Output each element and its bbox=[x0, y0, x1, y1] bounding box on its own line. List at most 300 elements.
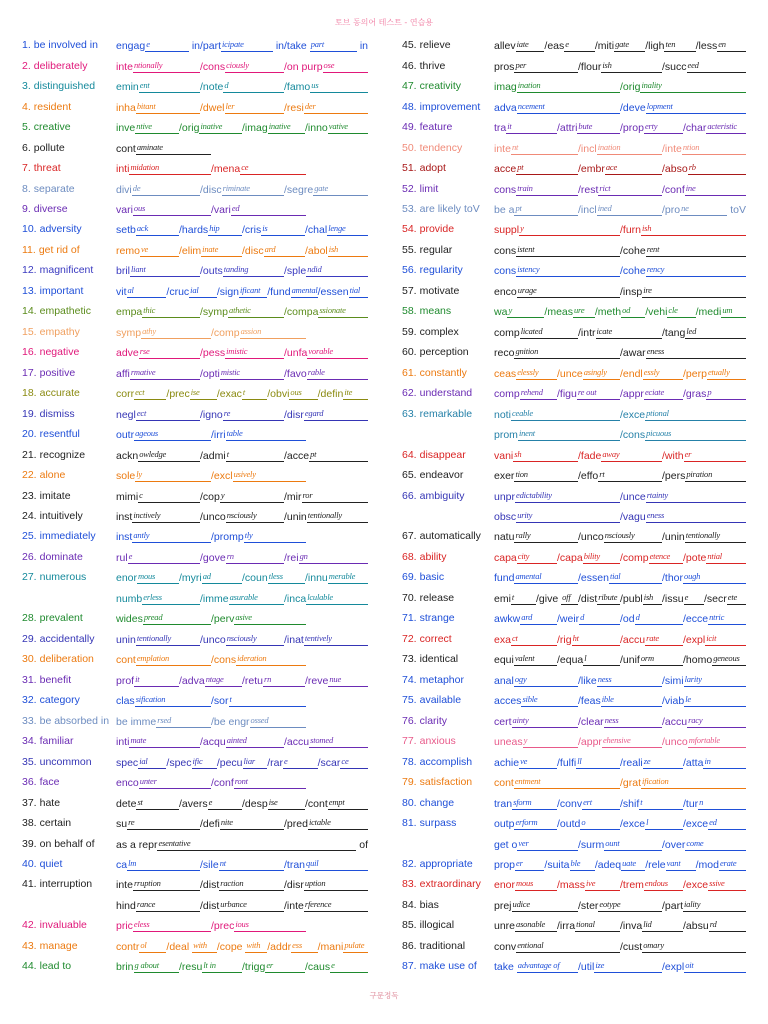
headword: clarity bbox=[419, 714, 448, 727]
vocab-row bbox=[402, 567, 746, 587]
headword-cell bbox=[402, 161, 494, 175]
printed-prefix: /pote bbox=[683, 551, 707, 564]
synonym-blank bbox=[284, 346, 368, 359]
headword-cell bbox=[402, 570, 494, 584]
handwritten-answer: mfortable bbox=[688, 735, 746, 748]
headword-cell bbox=[22, 857, 116, 871]
item-number: 4. bbox=[22, 100, 31, 113]
handwritten-answer: ze bbox=[643, 756, 683, 769]
printed-prefix: equi bbox=[494, 654, 514, 667]
synonym-blanks bbox=[116, 898, 368, 912]
printed-prefix: /gove bbox=[200, 551, 226, 564]
vocab-row bbox=[22, 547, 368, 567]
handwritten-answer: le bbox=[684, 694, 746, 707]
synonym-blanks bbox=[494, 550, 746, 564]
vocab-row bbox=[22, 690, 368, 710]
headword: accurate bbox=[39, 387, 80, 400]
printed-prefix: /suita bbox=[544, 858, 570, 871]
handwritten-answer: erate bbox=[719, 858, 746, 871]
item-number: 28. bbox=[22, 612, 37, 625]
vocab-row bbox=[402, 158, 746, 178]
printed-prefix: enco bbox=[116, 777, 139, 790]
vocab-row bbox=[22, 240, 368, 260]
vocab-row-continuation bbox=[22, 588, 368, 608]
synonym-blank bbox=[116, 80, 200, 93]
printed-prefix: /secr bbox=[704, 592, 727, 605]
headword: category bbox=[39, 694, 80, 707]
synonym-blank bbox=[116, 244, 179, 257]
handwritten-answer: empt bbox=[328, 797, 368, 810]
item-number: 25. bbox=[22, 530, 37, 543]
headword: correct bbox=[419, 632, 452, 645]
handwritten-answer: ntric bbox=[708, 612, 746, 625]
headword: motivate bbox=[419, 284, 460, 297]
handwritten-answer: ten bbox=[664, 39, 695, 52]
headword-cell bbox=[22, 202, 116, 216]
item-number: 35. bbox=[22, 755, 37, 768]
printed-prefix: unre bbox=[494, 920, 516, 933]
printed-prefix: /furn bbox=[620, 224, 642, 237]
vocab-row bbox=[22, 219, 368, 239]
vocab-row bbox=[402, 465, 746, 485]
handwritten-answer: ish bbox=[641, 223, 746, 236]
printed-prefix: reco bbox=[494, 347, 515, 360]
synonym-blank bbox=[166, 940, 216, 953]
footer-brand: 구문정독 bbox=[369, 991, 399, 1000]
synonym-blank bbox=[578, 715, 662, 728]
synonym-blank bbox=[116, 428, 211, 441]
printed-prefix: /orig bbox=[179, 122, 200, 135]
headword-cell bbox=[402, 448, 494, 462]
handwritten-answer: nite bbox=[220, 817, 284, 830]
synonym-blank bbox=[494, 756, 557, 769]
printed-prefix: /prec bbox=[166, 388, 190, 401]
headword-cell bbox=[22, 509, 116, 523]
item-number: 83. bbox=[402, 878, 417, 891]
handwritten-answer: omary bbox=[642, 940, 746, 953]
printed-prefix: /chal bbox=[305, 224, 328, 237]
handwritten-answer: y bbox=[519, 223, 620, 236]
item-number: 77. bbox=[402, 735, 417, 748]
synonym-blank bbox=[116, 817, 200, 830]
printed-prefix: /pro bbox=[662, 203, 681, 216]
handwritten-answer: ert bbox=[582, 797, 620, 810]
headword: separate bbox=[33, 182, 75, 195]
handwritten-answer: udice bbox=[512, 899, 578, 912]
headword-cell bbox=[22, 652, 116, 666]
printed-prefix: /opti bbox=[200, 367, 220, 380]
headword-cell bbox=[22, 775, 116, 789]
printed-prefix: /mani bbox=[317, 940, 344, 953]
synonym-blank bbox=[494, 203, 578, 216]
printed-prefix: /conf bbox=[662, 183, 685, 196]
handwritten-answer: l bbox=[645, 817, 683, 830]
handwritten-answer: rehend bbox=[520, 387, 557, 400]
handwritten-answer: etence bbox=[649, 551, 683, 564]
headword-cell bbox=[22, 673, 116, 687]
item-number: 66. bbox=[402, 489, 417, 502]
headword-cell bbox=[402, 898, 494, 912]
synonym-blank bbox=[116, 142, 211, 155]
printed-prefix: /note bbox=[200, 81, 224, 94]
printed-prefix: /thor bbox=[662, 572, 684, 585]
item-number: 56. bbox=[402, 264, 417, 277]
handwritten-answer: tial bbox=[349, 285, 368, 298]
synonym-blank bbox=[116, 899, 200, 912]
vocab-row bbox=[402, 260, 746, 280]
item-number: 46. bbox=[402, 59, 417, 72]
handwritten-answer: urage bbox=[517, 285, 620, 298]
vocab-row bbox=[402, 117, 746, 137]
synonym-blank bbox=[578, 674, 662, 687]
printed-prefix: /sor bbox=[211, 695, 229, 708]
synonym-blank bbox=[662, 735, 746, 748]
printed-prefix: /obvi bbox=[267, 388, 290, 401]
synonym-blank bbox=[662, 571, 746, 584]
printed-prefix: dete bbox=[116, 797, 137, 810]
synonym-blanks bbox=[494, 304, 746, 318]
printed-prefix: /util bbox=[578, 961, 595, 974]
printed-prefix: be a bbox=[494, 203, 515, 216]
synonym-blanks bbox=[494, 918, 746, 932]
headword: deliberately bbox=[33, 59, 88, 72]
handwritten-answer: ose bbox=[323, 60, 368, 73]
synonym-blank bbox=[494, 919, 557, 932]
synonym-blanks bbox=[116, 877, 368, 891]
synonym-blank bbox=[620, 797, 683, 810]
synonym-blank bbox=[284, 817, 368, 830]
handwritten-answer: urbance bbox=[219, 899, 284, 912]
handwritten-answer: al bbox=[127, 285, 167, 298]
headword-cell bbox=[402, 673, 494, 687]
printed-prefix: /pers bbox=[662, 470, 686, 483]
synonym-blanks bbox=[116, 570, 368, 584]
synonym-blanks bbox=[494, 284, 746, 298]
synonym-blank bbox=[494, 449, 578, 462]
synonym-blank bbox=[662, 592, 704, 605]
handwritten-answer: ive bbox=[585, 878, 620, 891]
synonym-blank bbox=[242, 797, 305, 810]
headword-cell bbox=[402, 222, 494, 236]
synonym-blank bbox=[116, 469, 211, 482]
synonym-blank bbox=[242, 244, 305, 257]
item-number: 78. bbox=[402, 755, 417, 768]
headword-cell bbox=[402, 550, 494, 564]
synonym-blank bbox=[116, 653, 211, 666]
synonym-blank bbox=[116, 183, 200, 196]
synonym-blank bbox=[662, 469, 746, 482]
handwritten-answer: n bbox=[698, 797, 746, 810]
printed-prefix: /part bbox=[662, 899, 684, 912]
handwritten-answer: ack bbox=[136, 223, 179, 236]
headword-cell bbox=[22, 161, 116, 175]
handwritten-answer: rd bbox=[709, 919, 746, 932]
headword: dominate bbox=[39, 550, 83, 563]
synonym-blanks bbox=[116, 304, 368, 318]
synonym-blanks bbox=[116, 448, 368, 462]
printed-prefix: ackn bbox=[116, 449, 139, 462]
headword: available bbox=[419, 694, 462, 707]
synonym-blank bbox=[494, 469, 578, 482]
synonym-blank bbox=[200, 551, 284, 564]
vocab-row bbox=[22, 915, 368, 935]
handwritten-answer: ness bbox=[604, 715, 662, 728]
headword-cell bbox=[22, 222, 116, 236]
printed-prefix: /abso bbox=[662, 163, 688, 176]
item-number: 72. bbox=[402, 632, 417, 645]
synonym-blank bbox=[494, 612, 557, 625]
synonym-blank bbox=[200, 817, 284, 830]
handwritten-answer: vative bbox=[328, 121, 368, 134]
printed-prefix: /sile bbox=[200, 858, 219, 871]
synonym-blanks bbox=[494, 509, 746, 523]
synonym-blanks bbox=[494, 427, 746, 441]
handwritten-answer: gate bbox=[614, 39, 645, 52]
handwritten-answer: advantage of bbox=[517, 960, 578, 973]
handwritten-answer: ehensive bbox=[602, 735, 662, 748]
headword: anxious bbox=[419, 735, 456, 748]
handwritten-answer: larity bbox=[684, 674, 746, 687]
handwritten-answer: uption bbox=[304, 878, 368, 891]
printed-prefix: /equa bbox=[557, 654, 584, 667]
printed-prefix: /segre bbox=[284, 183, 314, 196]
handwritten-answer: esentative bbox=[157, 838, 356, 851]
synonym-blank bbox=[284, 60, 368, 73]
item-number: 85. bbox=[402, 919, 417, 932]
printed-prefix: /awar bbox=[620, 347, 646, 360]
synonym-blank bbox=[211, 919, 306, 932]
handwritten-answer: licated bbox=[520, 326, 578, 339]
handwritten-answer: ite bbox=[343, 387, 368, 400]
handwritten-answer: ification bbox=[641, 776, 746, 789]
printed-prefix: emin bbox=[116, 81, 139, 94]
synonym-blanks bbox=[494, 755, 746, 769]
handwritten-answer: bitant bbox=[136, 101, 200, 114]
headword-cell bbox=[402, 38, 494, 52]
synonym-blanks bbox=[494, 693, 746, 707]
synonym-blank bbox=[620, 817, 683, 830]
handwritten-answer: ination bbox=[517, 80, 620, 93]
headword-cell bbox=[402, 304, 494, 318]
handwritten-answer: hip bbox=[208, 223, 242, 236]
printed-prefix: /clear bbox=[578, 715, 604, 728]
printed-prefix: /disr bbox=[284, 879, 304, 892]
printed-prefix: pros bbox=[494, 60, 515, 73]
synonym-blank bbox=[662, 694, 746, 707]
synonym-blanks bbox=[116, 284, 368, 298]
handwritten-answer: iality bbox=[683, 899, 746, 912]
vocab-row bbox=[22, 854, 368, 874]
printed-prefix: /addr bbox=[267, 940, 292, 953]
printed-prefix: negl bbox=[116, 408, 136, 421]
synonym-blank bbox=[305, 674, 368, 687]
item-number: 6. bbox=[22, 141, 31, 154]
printed-prefix: tran bbox=[494, 797, 513, 810]
synonym-blank bbox=[284, 367, 368, 380]
synonym-blank bbox=[305, 121, 368, 134]
vocab-row bbox=[22, 444, 368, 464]
printed-prefix: /disc bbox=[242, 244, 264, 257]
synonym-blank bbox=[166, 756, 216, 769]
handwritten-answer: athy bbox=[141, 326, 211, 339]
handwritten-answer: ntive bbox=[135, 121, 179, 134]
synonym-blank bbox=[200, 510, 284, 523]
printed-prefix: /unco bbox=[578, 531, 604, 544]
handwritten-answer: er bbox=[515, 858, 544, 871]
handwritten-answer: ise bbox=[190, 387, 217, 400]
synonym-blank bbox=[494, 653, 557, 666]
synonym-blank bbox=[494, 510, 620, 523]
handwritten-answer: ainted bbox=[226, 735, 284, 748]
printed-prefix: unpr bbox=[494, 490, 516, 503]
handwritten-answer: ror bbox=[302, 490, 369, 503]
synonym-blanks bbox=[494, 263, 746, 277]
synonym-blank bbox=[662, 162, 746, 175]
synonym-blanks bbox=[494, 652, 746, 666]
synonym-blank bbox=[116, 551, 200, 564]
item-number: 59. bbox=[402, 325, 417, 338]
handwritten-answer: e bbox=[128, 551, 200, 564]
synonym-blank bbox=[116, 940, 166, 953]
printed-prefix: /dist bbox=[200, 899, 220, 912]
printed-prefix: /ecce bbox=[683, 613, 709, 626]
item-number: 86. bbox=[402, 939, 417, 952]
printed-prefix: /unfa bbox=[284, 347, 308, 360]
printed-prefix: ca bbox=[116, 858, 128, 871]
handwritten-answer: etually bbox=[707, 367, 746, 380]
handwritten-answer: entment bbox=[514, 776, 620, 789]
handwritten-answer: liar bbox=[243, 756, 268, 769]
printed-prefix: /attri bbox=[557, 122, 578, 135]
item-number: 54. bbox=[402, 223, 417, 236]
printed-prefix: /weir bbox=[557, 613, 580, 626]
headword: alone bbox=[39, 469, 66, 482]
handwritten-answer: d bbox=[223, 80, 284, 93]
synonym-blank bbox=[662, 449, 746, 462]
printed-prefix: /dist bbox=[200, 879, 220, 892]
headword-cell bbox=[402, 325, 494, 339]
synonym-blanks bbox=[116, 673, 368, 687]
vocab-row bbox=[402, 874, 746, 894]
printed-prefix: /eas bbox=[544, 40, 565, 53]
handwritten-answer: tentionally bbox=[685, 530, 746, 543]
headword: ambiguity bbox=[419, 489, 465, 502]
synonym-blank bbox=[620, 346, 746, 359]
handwritten-answer: led bbox=[685, 326, 746, 339]
handwritten-answer: aminate bbox=[136, 142, 211, 155]
synonym-blank bbox=[116, 797, 179, 810]
headword: perception bbox=[419, 346, 469, 359]
handwritten-answer: d bbox=[579, 612, 620, 625]
headword: negative bbox=[39, 346, 80, 359]
handwritten-answer: ver bbox=[517, 838, 578, 851]
synonym-blank bbox=[116, 838, 368, 851]
headword-cell bbox=[402, 755, 494, 769]
headword-cell bbox=[22, 407, 116, 421]
handwritten-answer: merable bbox=[328, 571, 368, 584]
printed-prefix: wa bbox=[494, 306, 508, 319]
handwritten-answer: ndid bbox=[306, 264, 368, 277]
printed-prefix: adve bbox=[116, 347, 139, 360]
synonym-blank bbox=[662, 674, 746, 687]
synonym-blank bbox=[200, 633, 284, 646]
headword: satisfaction bbox=[419, 776, 473, 789]
handwritten-answer: egard bbox=[304, 408, 368, 421]
synonym-blank bbox=[116, 715, 211, 728]
handwritten-answer: ntial bbox=[706, 551, 746, 564]
headword: constantly bbox=[419, 366, 467, 379]
handwritten-answer: o bbox=[580, 817, 620, 830]
printed-prefix: engag bbox=[116, 40, 146, 53]
synonym-blank bbox=[620, 490, 746, 503]
printed-prefix: /adeq bbox=[594, 858, 622, 871]
printed-prefix: /unco bbox=[200, 633, 226, 646]
printed-prefix: /embr bbox=[578, 163, 605, 176]
handwritten-answer: it bbox=[134, 674, 179, 687]
printed-prefix: symp bbox=[116, 326, 142, 339]
handwritten-answer: athetic bbox=[228, 305, 284, 318]
headword: creative bbox=[33, 121, 71, 134]
synonym-blank bbox=[494, 858, 544, 871]
item-number: 47. bbox=[402, 80, 417, 93]
vocab-row-continuation bbox=[402, 424, 746, 444]
printed-prefix: /grat bbox=[620, 777, 642, 790]
vocab-row bbox=[22, 301, 368, 321]
printed-prefix: be imme bbox=[116, 715, 157, 728]
handwritten-answer: train bbox=[516, 183, 578, 196]
headword-cell bbox=[22, 120, 116, 134]
printed-prefix: /excl bbox=[211, 470, 233, 483]
item-number: 80. bbox=[402, 796, 417, 809]
handwritten-answer: part bbox=[310, 39, 357, 52]
synonym-blank bbox=[696, 858, 746, 871]
vocab-row bbox=[402, 731, 746, 751]
synonym-blank bbox=[557, 919, 620, 932]
synonym-blanks bbox=[116, 141, 211, 155]
synonym-blank bbox=[494, 264, 620, 277]
printed-prefix: /sple bbox=[284, 265, 307, 278]
printed-prefix: /defi bbox=[200, 818, 220, 831]
printed-prefix: exer bbox=[494, 470, 515, 483]
synonym-blank bbox=[116, 408, 200, 421]
vocab-row bbox=[22, 813, 368, 833]
synonym-blank bbox=[211, 776, 306, 789]
printed-prefix: /trigg bbox=[242, 961, 266, 974]
handwritten-answer: ete bbox=[727, 592, 746, 605]
item-number: 16. bbox=[22, 346, 37, 359]
synonym-blank bbox=[284, 408, 368, 421]
printed-prefix: /rele bbox=[645, 858, 666, 871]
headword-cell bbox=[22, 59, 116, 73]
synonym-blank bbox=[620, 878, 683, 891]
printed-prefix: /irri bbox=[211, 429, 226, 442]
printed-suffix: in bbox=[272, 40, 284, 53]
synonym-blank bbox=[645, 305, 695, 318]
headword: quiet bbox=[39, 857, 63, 870]
handwritten-answer: ific bbox=[192, 756, 217, 769]
printed-prefix: /mir bbox=[284, 490, 302, 503]
handwritten-answer: mous bbox=[137, 571, 179, 584]
vocab-row bbox=[402, 240, 746, 260]
headword: magnificent bbox=[39, 264, 94, 277]
synonym-blank bbox=[620, 633, 683, 646]
headword-cell bbox=[402, 918, 494, 932]
synonym-blank bbox=[200, 346, 284, 359]
handwritten-answer: y bbox=[507, 305, 544, 318]
item-number: 9. bbox=[22, 202, 31, 215]
headword: on behalf of bbox=[39, 837, 95, 850]
handwritten-answer: ct bbox=[511, 633, 557, 646]
